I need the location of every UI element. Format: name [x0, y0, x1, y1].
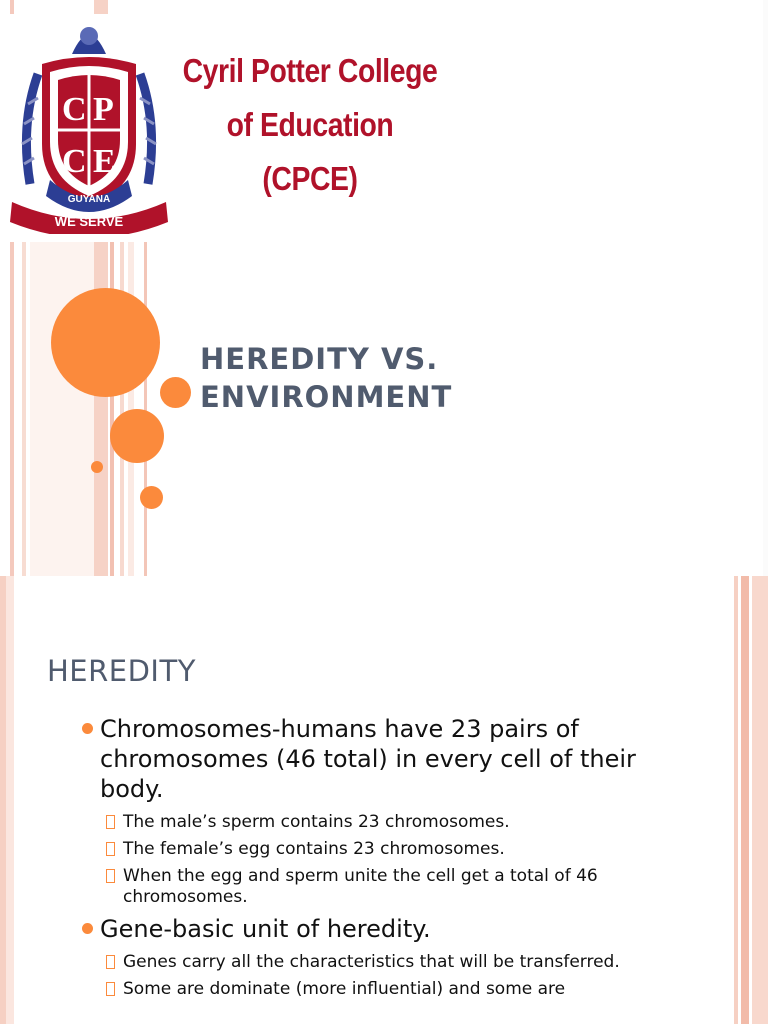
college-logo — [10, 14, 168, 234]
sub-bullet-text: Some are dominate (more influential) and some are — [123, 979, 566, 999]
svg-text:C: C — [62, 143, 87, 180]
decorative-circle — [110, 409, 164, 463]
decorative-circle — [51, 288, 160, 397]
slide-title-line: ENVIRONMENT — [200, 380, 453, 414]
bullet-text: Chromosomes-humans have 23 pairs of chromosomes (46 total) in every cell of their body. — [100, 715, 636, 803]
sub-bullet-item — [78, 979, 638, 1000]
sub-bullet-text: The female’s egg contains 23 chromosomes. — [123, 839, 505, 859]
sub-bullet-item — [78, 866, 638, 908]
sub-bullet-marker-icon — [106, 815, 115, 829]
decorative-stripe — [10, 0, 14, 14]
sub-bullet-item — [78, 952, 638, 973]
sub-bullet-marker-icon — [106, 869, 115, 883]
decorative-stripe — [6, 576, 14, 1024]
bullet-list — [78, 714, 638, 1006]
decorative-stripe — [734, 576, 738, 1024]
sub-bullet-marker-icon — [106, 842, 115, 856]
svg-text:WE SERVE: WE SERVE — [54, 214, 124, 229]
decorative-circle — [140, 486, 163, 509]
decorative-circle — [160, 377, 191, 408]
svg-text:P: P — [93, 91, 114, 128]
college-name-line: Cyril Potter College — [182, 52, 438, 89]
decorative-stripe — [94, 0, 108, 14]
decorative-circle — [91, 461, 103, 473]
decorative-stripe — [752, 576, 768, 1024]
svg-text:E: E — [93, 143, 116, 180]
sub-bullet-item — [78, 839, 638, 860]
college-name — [181, 44, 439, 206]
college-crest-icon — [10, 14, 168, 234]
sub-bullet-item — [78, 812, 638, 833]
college-name-line: of Education — [226, 106, 394, 143]
slide-title — [200, 340, 452, 416]
decorative-stripe — [741, 576, 749, 1024]
sub-bullet-text: The male’s sperm contains 23 chromosomes. — [123, 812, 510, 832]
content-slide — [0, 576, 768, 1024]
sub-bullet-text: When the egg and sperm unite the cell get a total of 46 chromosomes. — [123, 866, 598, 907]
sub-bullet-marker-icon — [106, 982, 115, 996]
slide-title-line: HEREDITY VS. — [200, 342, 439, 376]
bullet-dot-icon — [82, 923, 93, 934]
sub-bullet-marker-icon — [106, 955, 115, 969]
bullet-item — [78, 914, 638, 944]
sub-bullet-text: Genes carry all the characteristics that will be transferred. — [123, 952, 620, 972]
svg-text:GUYANA: GUYANA — [67, 194, 111, 205]
college-name-line: (CPCE) — [262, 160, 358, 197]
svg-text:C: C — [62, 91, 87, 128]
slide-edge — [763, 0, 768, 576]
bullet-text: Gene-basic unit of heredity. — [100, 915, 431, 943]
slide-heading: HEREDITY — [47, 654, 196, 688]
bullet-dot-icon — [82, 723, 93, 734]
bullet-item — [78, 714, 638, 804]
